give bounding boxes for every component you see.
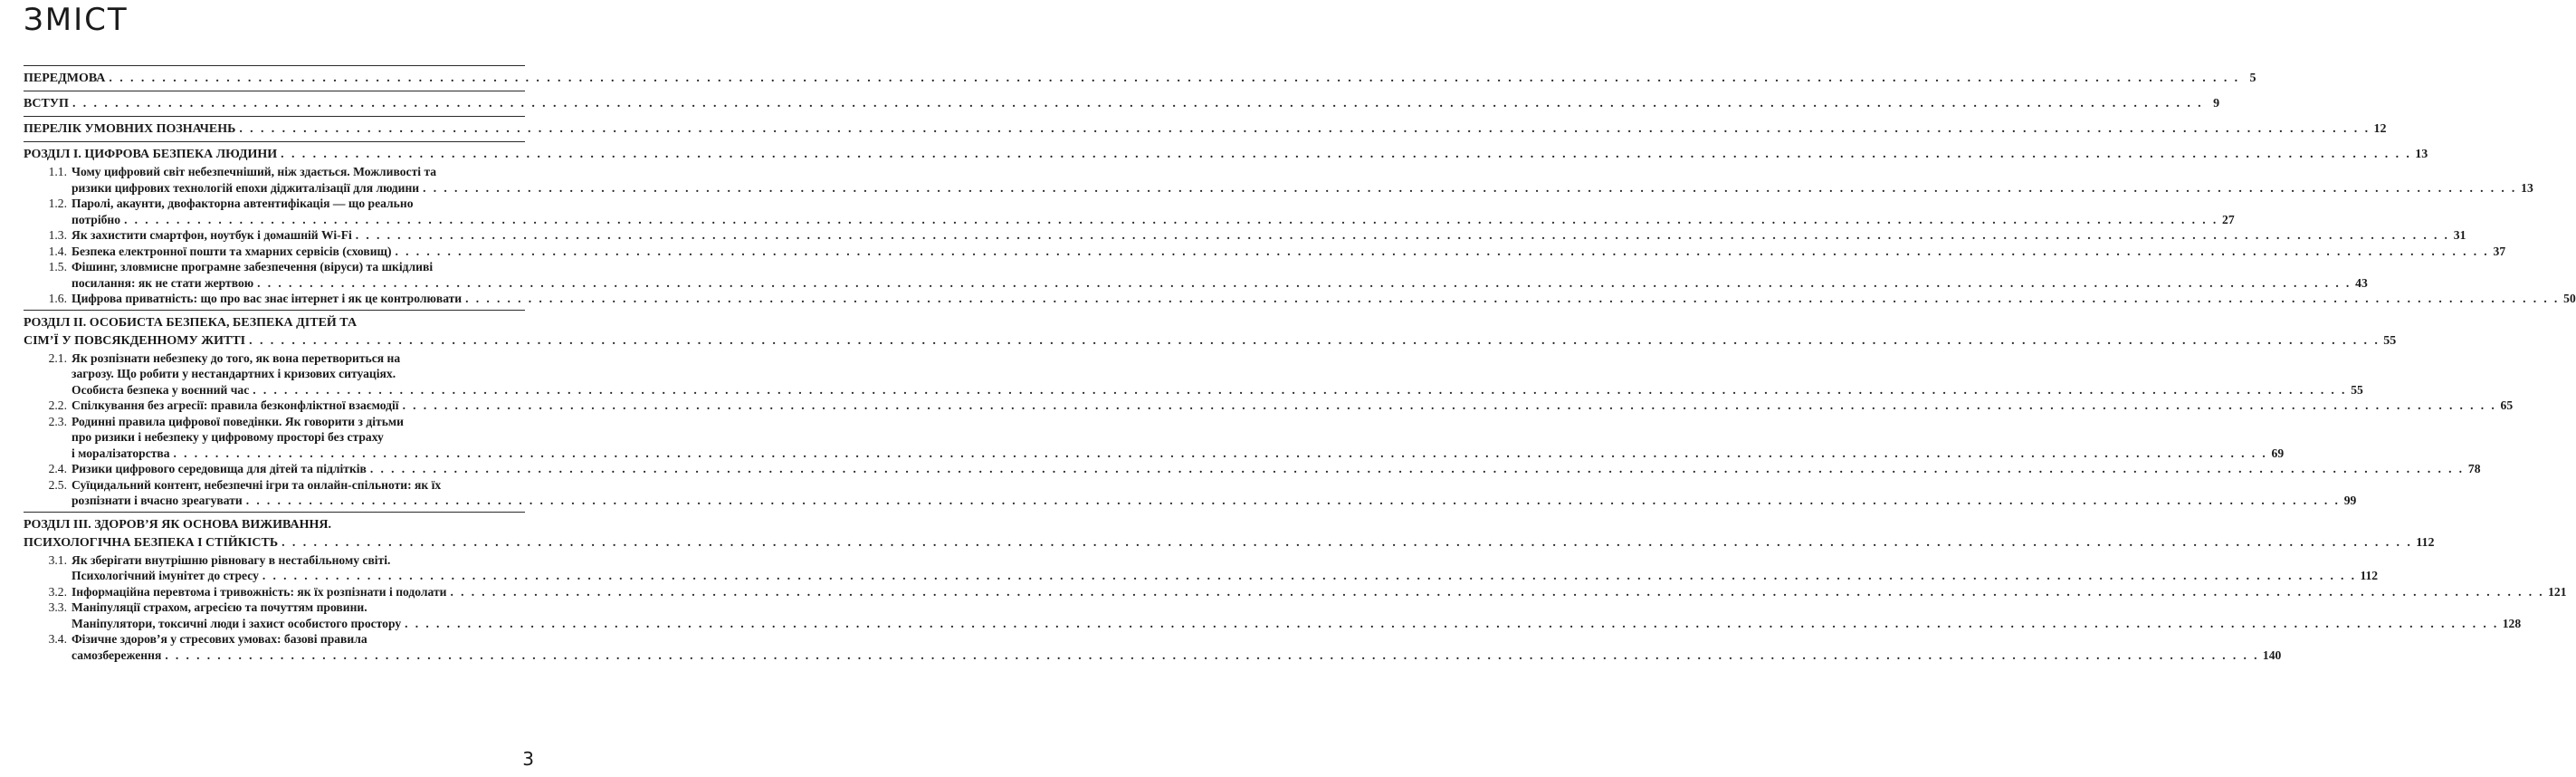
toc-entry-number: 1.2.: [48, 197, 67, 210]
toc-entry-body: [72, 244, 2506, 260]
toc-section: [24, 311, 2514, 512]
toc-entry-number: 2.5.: [48, 477, 67, 492]
toc-line-text: ризики цифрових технологій епохи діджиталізації для людини: [72, 180, 420, 195]
toc-line-text: розпізнати і вчасно зреагувати: [72, 494, 243, 507]
toc-line-text: ПСИХОЛОГІЧНА БЕЗПЕКА І СТІЙКІСТЬ: [24, 535, 279, 550]
toc-line: [24, 120, 2387, 139]
toc-line-text: посилання: як не стати жертвою: [72, 275, 254, 290]
toc-line: [24, 534, 2435, 552]
toc-entry-number: 1.5.: [48, 260, 67, 273]
dot-leader: . . . . . . . . . . . . . . . . . . . . . . . . . . . . . . . . . . . . . . . . . . . . . . . . . . . . . . . . . . . . . . . . . . . . . . . . . . . . . . . . . . . . . . . . . . . . . . . . . . . . . . . . . . . . . . . . . . . . . . . . . . . . . . . . . . . . . . . . . . . . . . . . . . . . . . . . . . . . . . . . . . . . . . . . . . . . . . . . . . . . . . . . . . . . . . . . . . . . . . . .: [402, 398, 2497, 412]
toc-page-number: 27: [2222, 212, 2235, 226]
toc-line-text: самозбереження: [72, 648, 162, 662]
dot-leader: . . . . . . . . . . . . . . . . . . . . . . . . . . . . . . . . . . . . . . . . . . . . . . . . . . . . . . . . . . . . . . . . . . . . . . . . . . . . . . . . . . . . . . . . . . . . . . . . . . . . . . . . . . . . . . . . . . . . . . . . . . . . . . . . . . . . . . . . . . . . . . . . . . . . . . . . . . . . . . . . . . . . . . . . . . . . . . . . . . . . . . . . . . . . . . . . . . . . . . . .: [249, 333, 2380, 348]
toc-line-text: Маніпулятори, токсичні люди і захист особистого простору: [72, 616, 402, 630]
toc-line-text: Маніпуляції страхом, агресією та почуттям провини.: [72, 600, 367, 614]
toc-line-text: Як зберігати внутрішню рівновагу в нестабільному світі.: [72, 552, 391, 567]
toc-entry-body: [72, 414, 2285, 462]
dot-leader: . . . . . . . . . . . . . . . . . . . . . . . . . . . . . . . . . . . . . . . . . . . . . . . . . . . . . . . . . . . . . . . . . . . . . . . . . . . . . . . . . . . . . . . . . . . . . . . . . . . . . . . . . . . . . . . . . . . . . . . . . . . . . . . . . . . . . . . . . . . . . . . . . . . . . . . . . . . . . . . . . . . . . . . . . . . . . . . . . . . . . . . . . . . . . . . . . . . . . . . .: [281, 535, 2413, 550]
toc-line-text: Як захистити смартфон, ноутбук і домашній Wi-Fi: [72, 228, 352, 242]
toc-section: [24, 117, 2387, 141]
toc-line: [72, 398, 2514, 414]
toc-line-text: ПЕРЕДМОВА: [24, 72, 106, 85]
toc-line-text: Фізичне здоров’я у стресових умовах: базові правила: [72, 632, 367, 646]
toc-entry-number: 2.3.: [48, 414, 67, 428]
toc-entry: [24, 631, 2282, 663]
toc-entry-number: 1.6.: [48, 292, 67, 305]
toc-page-number: 12: [2373, 122, 2387, 136]
toc-page-number: 128: [2502, 616, 2522, 630]
dot-leader: . . . . . . . . . . . . . . . . . . . . . . . . . . . . . . . . . . . . . . . . . . . . . . . . . . . . . . . . . . . . . . . . . . . . . . . . . . . . . . . . . . . . . . . . . . . . . . . . . . . . . . . . . . . . . . . . . . . . . . . . . . . . . . . . . . . . . . . . . . . . . . . . . . . . . . . . . . . . . . . . . . . . . . . . . . . . . . . . . . . . . . . . . . . . . . . . . . . . . . . .: [262, 569, 2357, 582]
toc-line: [72, 212, 2235, 228]
toc-entry-number: 2.1.: [48, 350, 67, 365]
toc-page-number: 31: [2453, 228, 2466, 242]
toc-line: [72, 600, 525, 616]
toc-page-number: 43: [2355, 275, 2368, 290]
dot-leader: . . . . . . . . . . . . . . . . . . . . . . . . . . . . . . . . . . . . . . . . . . . . . . . . . . . . . . . . . . . . . . . . . . . . . . . . . . . . . . . . . . . . . . . . . . . . . . . . . . . . . . . . . . . . . . . . . . . . . . . . . . . . . . . . . . . . . . . . . . . . . . . . . . . . . . . . . . . . . . . . . . . . . . . . . . . . . . . . . . . . . . . . . . . . . . . . . . . . . . . .: [165, 648, 2259, 662]
toc-entry-body: [72, 398, 2514, 414]
toc-page-number: 112: [2360, 569, 2379, 582]
dot-leader: . . . . . . . . . . . . . . . . . . . . . . . . . . . . . . . . . . . . . . . . . . . . . . . . . . . . . . . . . . . . . . . . . . . . . . . . . . . . . . . . . . . . . . . . . . . . . . . . . . . . . . . . . . . . . . . . . . . . . . . . . . . . . . . . . . . . . . . . . . . . . . . . . . . . . . . . . . . . . . . . . . . . . . . . . . . . . . . . . . . . . . . . . . . . . . . . . . . . . . . .: [465, 292, 2560, 305]
toc-page-number: 65: [2500, 398, 2514, 412]
toc-line-text: Паролі, акаунти, двофакторна автентифікація — що реально: [72, 197, 414, 210]
toc-line-text: Чому цифровий світ небезпечніший, ніж здається. Можливості та: [72, 165, 437, 178]
toc-line: [24, 314, 525, 332]
toc-line: [24, 146, 2428, 164]
dot-leader: . . . . . . . . . . . . . . . . . . . . . . . . . . . . . . . . . . . . . . . . . . . . . . . . . . . . . . . . . . . . . . . . . . . . . . . . . . . . . . . . . . . . . . . . . . . . . . . . . . . . . . . . . . . . . . . . . . . . . . . . . . . . . . . . . . . . . . . . . . . . . . . . . . . . . . . . . . . . . . . . . . . . . . . . . . . . . . . . . . . . . . . . . . . . . . . . . . . . . . . .: [173, 446, 2268, 460]
toc-line-text: Ризики цифрового середовища для дітей та підлітків: [72, 462, 367, 475]
toc-page-number: 55: [2351, 382, 2363, 397]
toc-line-text: Фішинг, зловмисне програмне забезпечення (віруси) та шкідливі: [72, 260, 434, 273]
table-of-contents: [24, 65, 2576, 666]
toc-line: [72, 382, 2363, 398]
toc-line-text: загрозу. Що робити у нестандартних і кризових ситуаціях.: [72, 367, 396, 380]
dot-leader: . . . . . . . . . . . . . . . . . . . . . . . . . . . . . . . . . . . . . . . . . . . . . . . . . . . . . . . . . . . . . . . . . . . . . . . . . . . . . . . . . . . . . . . . . . . . . . . . . . . . . . . . . . . . . . . . . . . . . . . . . . . . . . . . . . . . . . . . . . . . . . . . . . . . . . . . . . . . . . . . . . . . . . . . . . . . . . . . . . . . . . . . . . . . . . . . . . . . . . . .: [253, 382, 2347, 397]
toc-line-text: Інформаційна перевтома і тривожність: як їх розпізнати і подолати: [72, 584, 447, 599]
toc-line-text: РОЗДІЛ ІІ. ОСОБИСТА БЕЗПЕКА, БЕЗПЕКА ДІТЕЙ ТА: [24, 315, 358, 330]
toc-entry-body: [72, 350, 2363, 398]
toc-entry: [24, 259, 2368, 291]
toc-line: [72, 227, 2466, 244]
toc-line: [72, 275, 2368, 292]
dot-leader: . . . . . . . . . . . . . . . . . . . . . . . . . . . . . . . . . . . . . . . . . . . . . . . . . . . . . . . . . . . . . . . . . . . . . . . . . . . . . . . . . . . . . . . . . . . . . . . . . . . . . . . . . . . . . . . . . . . . . . . . . . . . . . . . . . . . . . . . . . . . . . . . . . . . . . . . . . . . . . . . . . . . . . . . . . . . . . . . . . . . . . . . . . . . . . . . . . . . . . . .: [109, 72, 2240, 85]
toc-entry: [24, 196, 2235, 227]
toc-line-text: Спілкування без агресії: правила безконфліктної взаємодії: [72, 398, 399, 412]
toc-entry-number: 1.1.: [48, 165, 67, 178]
toc-line: [72, 631, 525, 648]
toc-entry: [24, 350, 2363, 398]
toc-line: [72, 568, 2379, 584]
toc-line-text: РОЗДІЛ ІІІ. ЗДОРОВ’Я ЯК ОСНОВА ВИЖИВАННЯ.: [24, 517, 331, 532]
dot-leader: . . . . . . . . . . . . . . . . . . . . . . . . . . . . . . . . . . . . . . . . . . . . . . . . . . . . . . . . . . . . . . . . . . . . . . . . . . . . . . . . . . . . . . . . . . . . . . . . . . . . . . . . . . . . . . . . . . . . . . . . . . . . . . . . . . . . . . . . . . . . . . . . . . . . . . . . . . . . . . . . . . . . . . . . . . . . . . . . . . . . . . . . . . . . . . . . . . . . . . . .: [124, 212, 2218, 226]
toc-entry-body: [72, 631, 2282, 663]
toc-line: [72, 584, 2567, 600]
toc-line: [72, 259, 525, 275]
toc-page-number: 121: [2548, 584, 2567, 599]
toc-entry-number: 1.3.: [48, 228, 67, 242]
dot-leader: . . . . . . . . . . . . . . . . . . . . . . . . . . . . . . . . . . . . . . . . . . . . . . . . . . . . . . . . . . . . . . . . . . . . . . . . . . . . . . . . . . . . . . . . . . . . . . . . . . . . . . . . . . . . . . . . . . . . . . . . . . . . . . . . . . . . . . . . . . . . . . . . . . . . . . . . . . . . . . . . . . . . . . . . . . . . . . . . . . . . . . . . . . . . . . . . . . . . . . . .: [450, 584, 2545, 599]
toc-line: [72, 414, 525, 430]
dot-leader: . . . . . . . . . . . . . . . . . . . . . . . . . . . . . . . . . . . . . . . . . . . . . . . . . . . . . . . . . . . . . . . . . . . . . . . . . . . . . . . . . . . . . . . . . . . . . . . . . . . . . . . . . . . . . . . . . . . . . . . . . . . . . . . . . . . . . . . . . . . . . . . . . . . . . . . . . . . . . . . . . . . . . . . . . . . . . . . . . . . . . . . . . . . . . . . . . . . . . . . .: [257, 275, 2352, 290]
dot-leader: . . . . . . . . . . . . . . . . . . . . . . . . . . . . . . . . . . . . . . . . . . . . . . . . . . . . . . . . . . . . . . . . . . . . . . . . . . . . . . . . . . . . . . . . . . . . . . . . . . . . . . . . . . . . . . . . . . . . . . . . . . . . . . . . . . . . . . . . . . . . . . . . . . . . . . . . . . . . . . . . . . . . . . . . . . . . . . . . . . . . . . . . . . . . . . . . . . . . . . . .: [239, 122, 2371, 136]
toc-entry: [24, 414, 2285, 462]
toc-entry-body: [72, 164, 2533, 196]
dot-leader: . . . . . . . . . . . . . . . . . . . . . . . . . . . . . . . . . . . . . . . . . . . . . . . . . . . . . . . . . . . . . . . . . . . . . . . . . . . . . . . . . . . . . . . . . . . . . . . . . . . . . . . . . . . . . . . . . . . . . . . . . . . . . . . . . . . . . . . . . . . . . . . . . . . . . . . . . . . . . . . . . . . . . . . . . . . . . . . . . . . . . . . . . . . . . . . . . . . . . . . .: [369, 462, 2465, 475]
toc-line: [24, 332, 2397, 350]
toc-entry-body: [72, 477, 2357, 509]
toc-page-number: 37: [2493, 244, 2506, 258]
toc-entry: [24, 164, 2533, 196]
toc-line-text: про ризики і небезпеку у цифровому просторі без страху: [72, 430, 384, 444]
toc-line: [72, 616, 2522, 632]
toc-section: [24, 142, 2576, 310]
toc-line-text: Особиста безпека у воєнний час: [72, 382, 250, 397]
toc-entry: [24, 291, 2576, 307]
toc-page-number: 69: [2271, 446, 2285, 460]
toc-entry-number: 2.4.: [48, 462, 67, 475]
toc-line: [24, 95, 2220, 113]
page-number: 3: [522, 748, 534, 770]
toc-line: [72, 477, 525, 494]
dot-leader: . . . . . . . . . . . . . . . . . . . . . . . . . . . . . . . . . . . . . . . . . . . . . . . . . . . . . . . . . . . . . . . . . . . . . . . . . . . . . . . . . . . . . . . . . . . . . . . . . . . . . . . . . . . . . . . . . . . . . . . . . . . . . . . . . . . . . . . . . . . . . . . . . . . . . . . . . . . . . . . . . . . . . . . . . . . . . . . . . . . . . . . . . . . . . . . . . . . . . . . .: [281, 148, 2412, 161]
toc-page-number: 50: [2563, 292, 2576, 305]
toc-section: [24, 91, 2220, 116]
toc-line: [72, 291, 2576, 307]
toc-line-text: потрібно: [72, 212, 121, 226]
toc-line: [24, 516, 525, 534]
toc-entry-body: [72, 259, 2368, 291]
toc-line-text: ПЕРЕЛІК УМОВНИХ ПОЗНАЧЕНЬ: [24, 122, 236, 136]
toc-line: [72, 461, 2481, 477]
toc-line-text: ВСТУП: [24, 97, 69, 110]
toc-entry: [24, 227, 2466, 244]
toc-line: [72, 648, 2282, 664]
toc-page-number: 112: [2416, 535, 2435, 550]
toc-entry-body: [72, 227, 2466, 244]
toc-line: [72, 180, 2533, 197]
dot-leader: . . . . . . . . . . . . . . . . . . . . . . . . . . . . . . . . . . . . . . . . . . . . . . . . . . . . . . . . . . . . . . . . . . . . . . . . . . . . . . . . . . . . . . . . . . . . . . . . . . . . . . . . . . . . . . . . . . . . . . . . . . . . . . . . . . . . . . . . . . . . . . . . . . . . . . . . . . . . . . . . . . . . . . . . . . . . . . . . . . . . . . . . . . . . . . . . . . . . . . . .: [355, 228, 2450, 242]
toc-line-text: РОЗДІЛ І. ЦИФРОВА БЕЗПЕКА ЛЮДИНИ: [24, 148, 278, 161]
toc-line-text: і моралізаторства: [72, 446, 170, 460]
toc-line-text: Безпека електронної пошти та хмарних сервісів (сховищ): [72, 244, 392, 258]
toc-entry: [24, 461, 2481, 477]
dot-leader: . . . . . . . . . . . . . . . . . . . . . . . . . . . . . . . . . . . . . . . . . . . . . . . . . . . . . . . . . . . . . . . . . . . . . . . . . . . . . . . . . . . . . . . . . . . . . . . . . . . . . . . . . . . . . . . . . . . . . . . . . . . . . . . . . . . . . . . . . . . . . . . . . . . . . . . . . . . . . . . . . . . . . . . . . . . . . . . . . . . . . . . . . . . . . . . . . . . . . . . .: [72, 97, 2204, 110]
toc-entry-number: 2.2.: [48, 398, 67, 412]
toc-line: [72, 429, 525, 446]
dot-leader: . . . . . . . . . . . . . . . . . . . . . . . . . . . . . . . . . . . . . . . . . . . . . . . . . . . . . . . . . . . . . . . . . . . . . . . . . . . . . . . . . . . . . . . . . . . . . . . . . . . . . . . . . . . . . . . . . . . . . . . . . . . . . . . . . . . . . . . . . . . . . . . . . . . . . . . . . . . . . . . . . . . . . . . . . . . . . . . . . . . . . . . . . . . . . . . . . . . . . . . .: [245, 494, 2341, 507]
toc-entry-body: [72, 461, 2481, 477]
toc-page-number: 99: [2343, 494, 2357, 507]
toc-page-number: 140: [2262, 648, 2282, 662]
toc-line: [72, 493, 2357, 509]
toc-line: [72, 366, 525, 382]
toc-section: [24, 66, 2256, 91]
toc-entry-body: [72, 291, 2576, 307]
toc-entry: [24, 244, 2506, 260]
toc-line-text: Цифрова приватність: що про вас знає інтернет і як це контролювати: [72, 292, 463, 305]
toc-page-number: 13: [2415, 148, 2428, 161]
dot-leader: . . . . . . . . . . . . . . . . . . . . . . . . . . . . . . . . . . . . . . . . . . . . . . . . . . . . . . . . . . . . . . . . . . . . . . . . . . . . . . . . . . . . . . . . . . . . . . . . . . . . . . . . . . . . . . . . . . . . . . . . . . . . . . . . . . . . . . . . . . . . . . . . . . . . . . . . . . . . . . . . . . . . . . . . . . . . . . . . . . . . . . . . . . . . . . . . . . . . . . . .: [423, 180, 2517, 195]
toc-line: [72, 196, 525, 212]
toc-page-number: 13: [2521, 180, 2533, 195]
toc-entry: [24, 398, 2514, 414]
toc-entry-number: 3.2.: [48, 584, 67, 599]
dot-leader: . . . . . . . . . . . . . . . . . . . . . . . . . . . . . . . . . . . . . . . . . . . . . . . . . . . . . . . . . . . . . . . . . . . . . . . . . . . . . . . . . . . . . . . . . . . . . . . . . . . . . . . . . . . . . . . . . . . . . . . . . . . . . . . . . . . . . . . . . . . . . . . . . . . . . . . . . . . . . . . . . . . . . . . . . . . . . . . . . . . . . . . . . . . . . . . . . . . . . . . .: [405, 616, 2499, 630]
toc-line: [72, 244, 2506, 260]
toc-entry-body: [72, 600, 2522, 631]
toc-entry-body: [72, 196, 2235, 227]
toc-page-number: 55: [2383, 333, 2397, 348]
toc-line-text: Суїцидальний контент, небезпечні ігри та онлайн-спільноти: як їх: [72, 477, 442, 492]
toc-entry-number: 3.4.: [48, 632, 67, 646]
toc-entry: [24, 477, 2357, 509]
page-title: ЗМІСТ: [24, 2, 129, 38]
toc-entry-number: 1.4.: [48, 244, 67, 258]
toc-line: [72, 164, 525, 180]
toc-entry-number: 3.1.: [48, 552, 67, 567]
toc-entry-number: 3.3.: [48, 600, 67, 614]
toc-line-text: СІМ’Ї У ПОВСЯКДЕННОМУ ЖИТТІ: [24, 333, 246, 348]
toc-line: [72, 350, 525, 367]
toc-page-number: 78: [2467, 462, 2481, 475]
dot-leader: . . . . . . . . . . . . . . . . . . . . . . . . . . . . . . . . . . . . . . . . . . . . . . . . . . . . . . . . . . . . . . . . . . . . . . . . . . . . . . . . . . . . . . . . . . . . . . . . . . . . . . . . . . . . . . . . . . . . . . . . . . . . . . . . . . . . . . . . . . . . . . . . . . . . . . . . . . . . . . . . . . . . . . . . . . . . . . . . . . . . . . . . . . . . . . . . . . . . . . . .: [395, 244, 2490, 258]
toc-line: [72, 446, 2285, 462]
toc-line-text: Родинні правила цифрової поведінки. Як говорити з дітьми: [72, 414, 405, 428]
toc-entry-body: [72, 552, 2379, 584]
toc-line-text: Психологічний імунітет до стресу: [72, 569, 259, 582]
toc-line-text: Як розпізнати небезпеку до того, як вона перетвориться на: [72, 350, 401, 365]
toc-page-number: 9: [2213, 97, 2220, 110]
toc-line: [24, 70, 2256, 88]
toc-entry-body: [72, 584, 2567, 600]
toc-page-number: 5: [2249, 72, 2256, 85]
toc-section: [24, 513, 2567, 667]
toc-entry: [24, 600, 2522, 631]
toc-line: [72, 552, 525, 569]
toc-entry: [24, 584, 2567, 600]
toc-entry: [24, 552, 2379, 584]
